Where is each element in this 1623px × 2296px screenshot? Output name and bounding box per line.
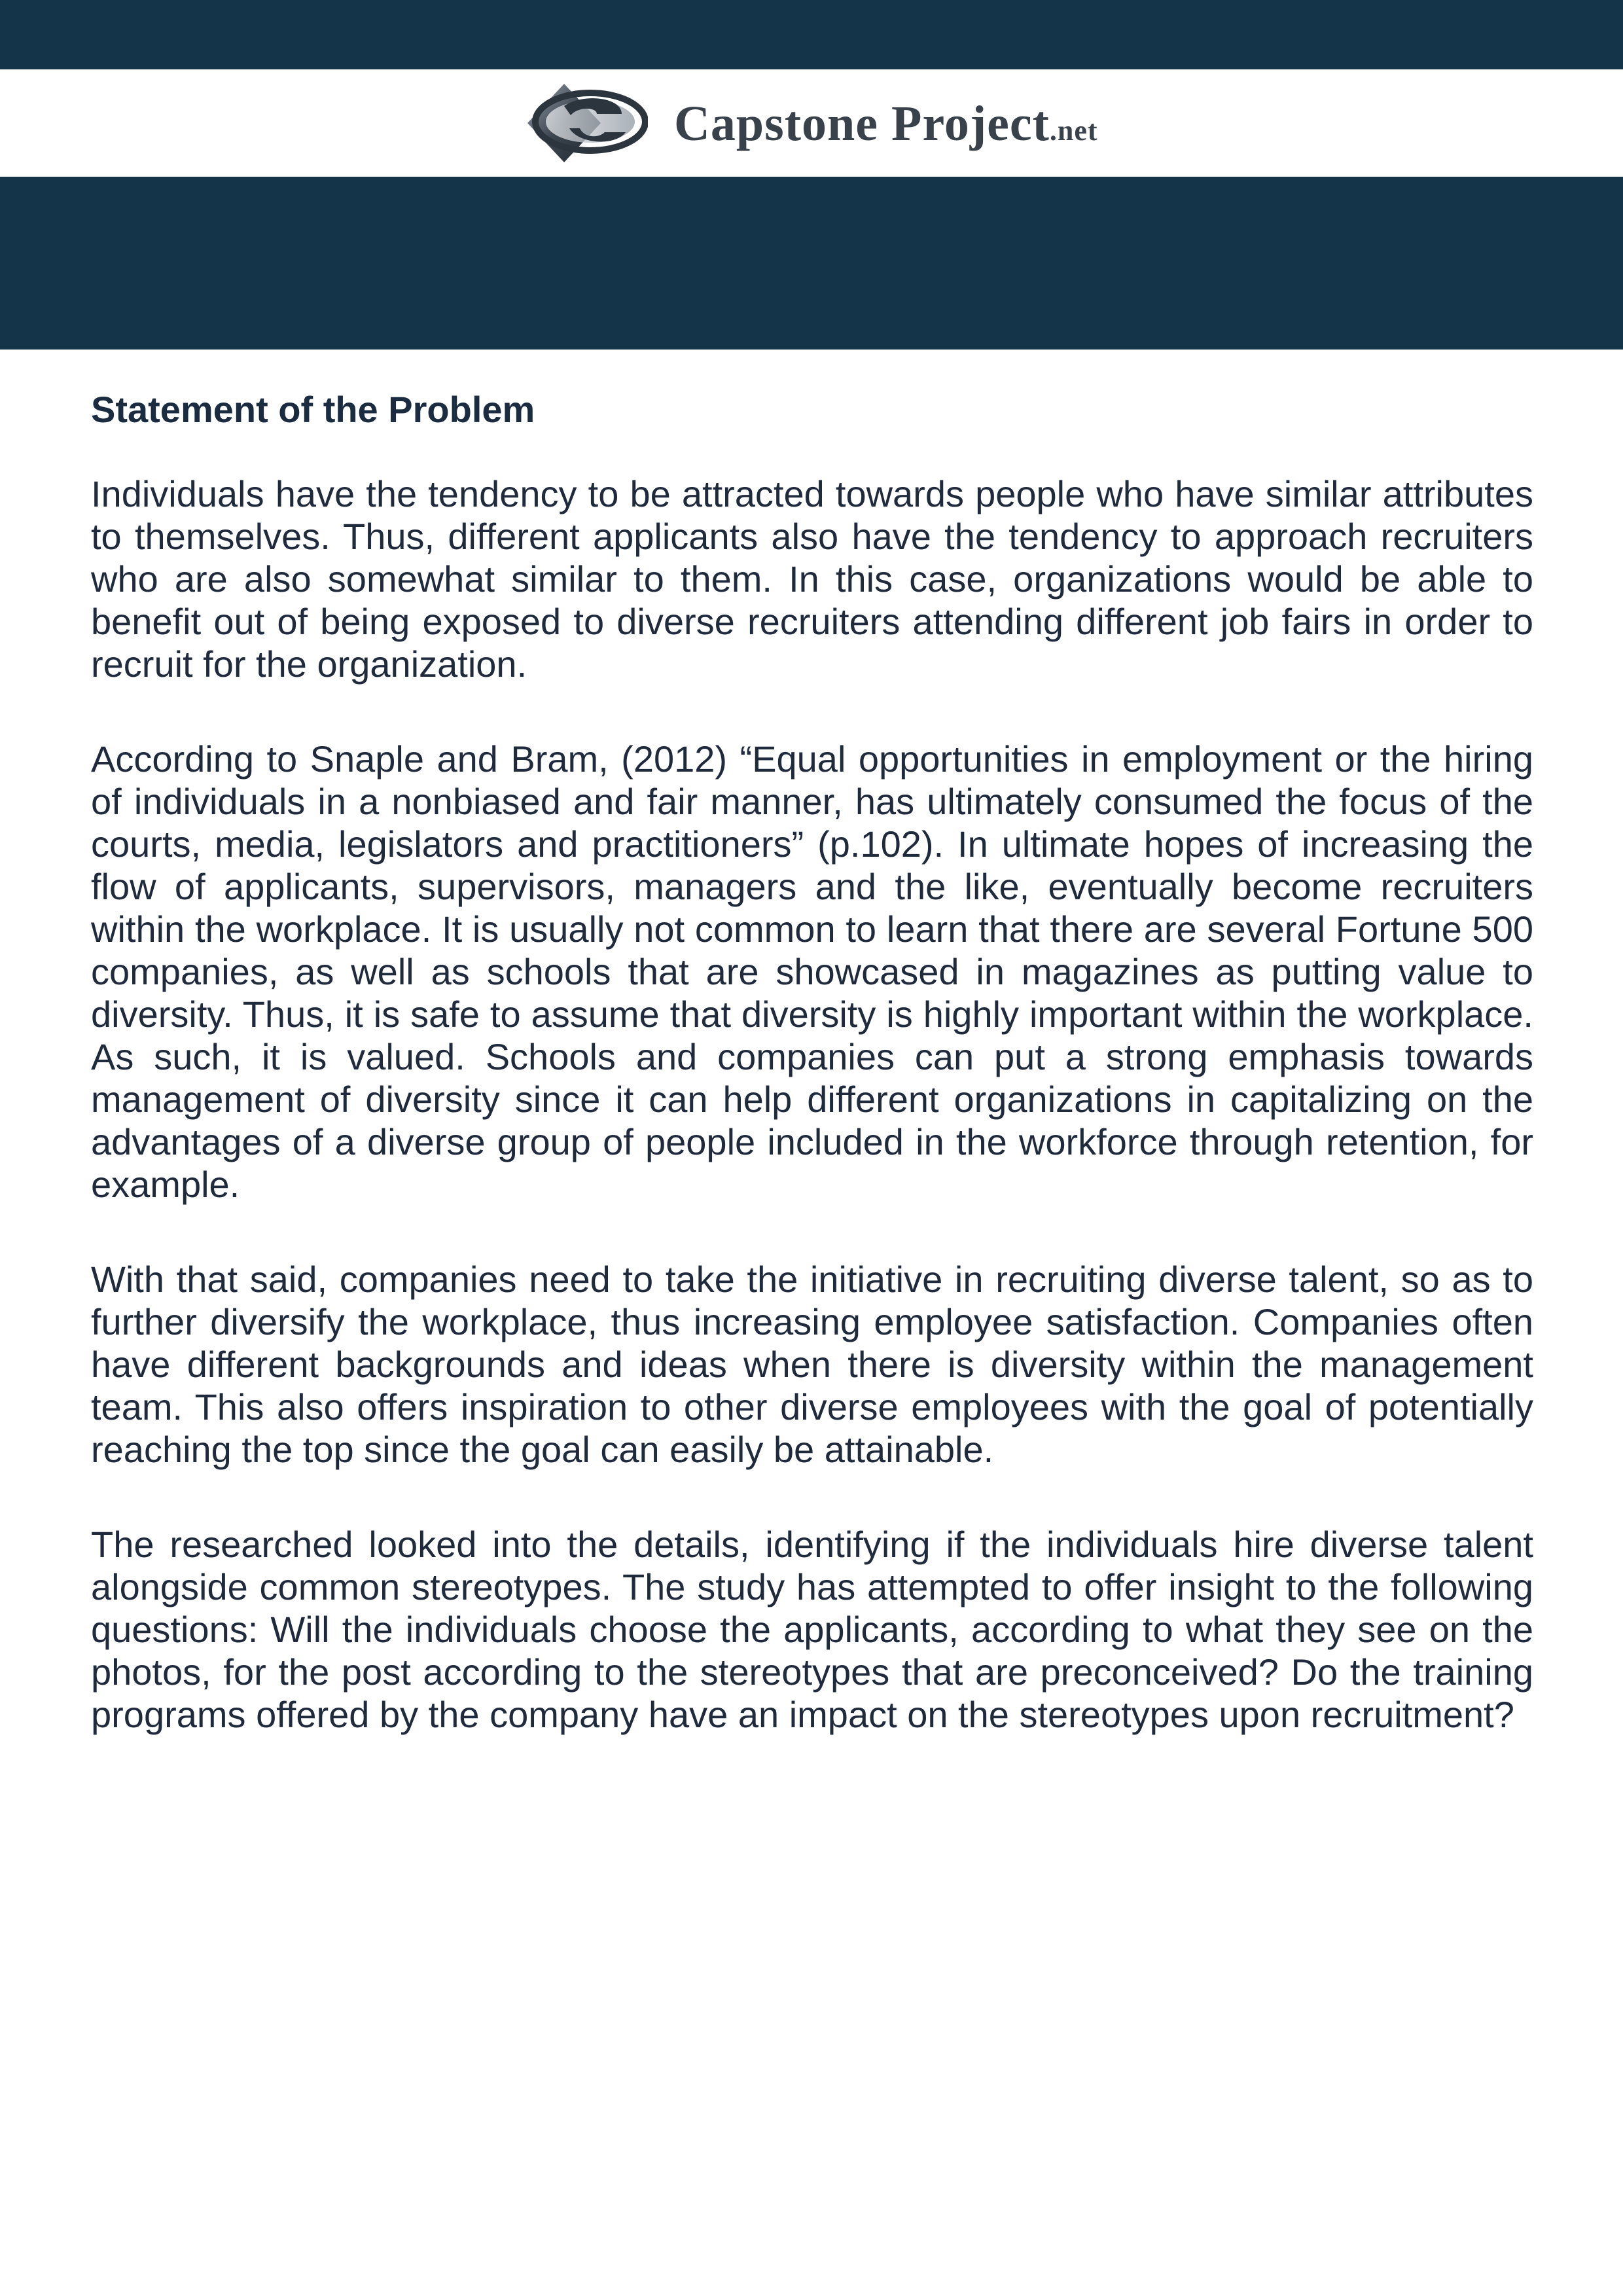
brand-logo [524,81,1098,166]
header-bottom-band [0,177,1623,350]
paragraph-2: According to Snaple and Bram, (2012) “Equal opportunities in employment or the hiring of individuals in a nonbiased and fair manner, has ultimately consumed the focus of the courts, media, legislators and practitioners” (p.102). In ultimate hopes of increasing the flow of applicants, supervisors, managers and the like, eventually become recruiters within the workplace. It is usually not common to learn that there are several Fortune 500 companies, as well as schools that are showcased in magazines as putting value to diversity. Thus, it is safe to assume that diversity is highly important within the workplace. As such, it is valued. Schools and companies can put a strong emphasis towards management of diversity since it can help different organizations in capitalizing on the advantages of a diverse group of people included in the workforce through retention, for example. [91,738,1533,1205]
brand-wordmark [674,96,1098,152]
capstone-logo-icon [524,81,648,166]
section-heading: Statement of the Problem [91,389,535,430]
paragraph-3: With that said, companies need to take the initiative in recruiting diverse talent, so as to further diversify the workplace, thus increasing employee satisfaction. Companies often have different backgrounds and ideas when there is diversity within the management team. This also offers inspiration to other diverse employees with the goal of potentially reaching the top since the goal can easily be attainable. [91,1259,1533,1470]
brand-name: Capstone Project [674,96,1050,151]
document-body [91,385,1533,1788]
brand-suffix: .net [1049,114,1098,147]
paragraph-1: Individuals have the tendency to be attracted towards people who have similar attributes to themselves. Thus, different applicants also have the tendency to approach recruiters who are also somewhat similar to them. In this case, organizations would be able to benefit out of being exposed to diverse recruiters attending different job fairs in order to recruit for the organization. [91,473,1533,685]
paragraph-4: The researched looked into the details, identifying if the individuals hire diverse talent alongside common stereotypes. The study has attempted to offer insight to the following questions: Will the individuals choose the applicants, according to what they see on the photos, for the post according to the stereotypes that are preconceived? Do the training programs offered by the company have an impact on the stereotypes upon recruitment? [91,1524,1533,1735]
header-top-band [0,0,1623,69]
